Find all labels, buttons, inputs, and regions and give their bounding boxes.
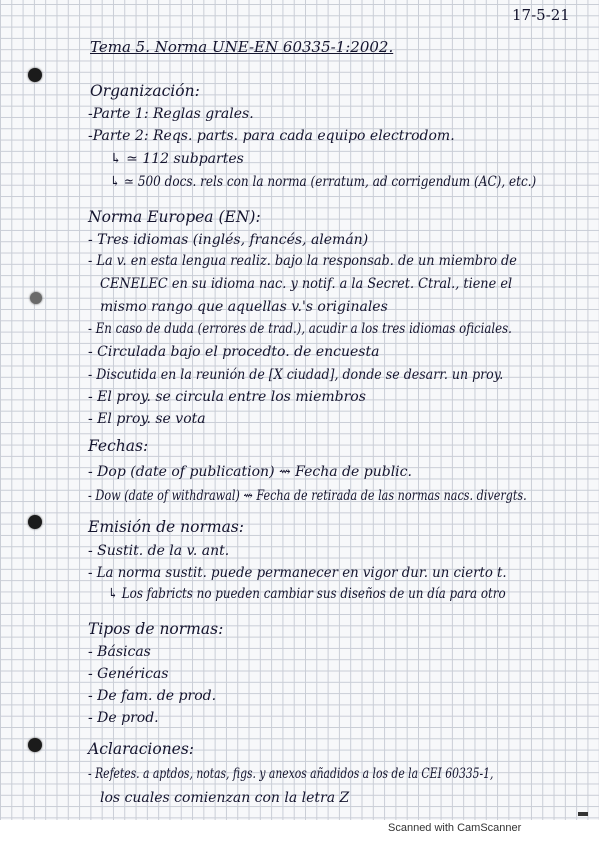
note-line: - La norma sustit. puede permanecer en vigor dur. un cierto t. <box>88 565 507 581</box>
note-line: - Sustit. de la v. ant. <box>88 543 230 559</box>
section-heading-fechas: Fechas: <box>88 437 149 455</box>
note-date: 17-5-21 <box>512 6 570 24</box>
scanner-watermark: Scanned with CamScanner <box>388 822 522 834</box>
note-line: - Dop (date of publication) ⇝ Fecha de public. <box>88 464 412 480</box>
note-line: -Parte 2: Reqs. parts. para cada equipo electrodom. <box>88 128 455 144</box>
note-line: - Básicas <box>88 644 151 660</box>
note-line: ↳ ≃ 112 subpartes <box>110 151 244 167</box>
section-heading-emision: Emisión de normas: <box>88 518 244 536</box>
binder-hole-icon <box>28 738 42 752</box>
note-line: ↳ Los fabricts no pueden cambiar sus diseños de un día para otro <box>108 586 506 602</box>
section-heading-aclaraciones: Aclaraciones: <box>88 740 195 758</box>
note-line: - Dow (date of withdrawal) ⇝ Fecha de retirada de las normas nacs. divergts. <box>88 488 527 504</box>
note-line: - Refetes. a aptdos, notas, figs. y anexos añadidos a los de la CEI 60335-1, <box>88 766 494 782</box>
note-line: ↳ ≃ 500 docs. rels con la norma (erratum, ad corrigendum (AC), etc.) <box>110 174 537 190</box>
binder-hole-icon <box>28 515 42 529</box>
note-line: - De fam. de prod. <box>88 688 217 704</box>
note-line: - Circulada bajo el procedto. de encuesta <box>88 344 380 360</box>
binder-hole-icon <box>30 292 42 304</box>
page-title: Tema 5. Norma UNE-EN 60335-1:2002. <box>90 38 394 56</box>
note-line: -Parte 1: Reglas grales. <box>88 106 254 122</box>
scan-corner-mark <box>578 812 588 816</box>
note-line: - Tres idiomas (inglés, francés, alemán) <box>88 232 369 248</box>
binder-hole-icon <box>28 68 42 82</box>
note-line: - El proy. se circula entre los miembros <box>88 389 366 405</box>
note-line: - Discutida en la reunión de [X ciudad], donde se desarr. un proy. <box>88 367 504 383</box>
note-line: - Genéricas <box>88 666 169 682</box>
note-line: - De prod. <box>88 710 159 726</box>
section-heading-tipos: Tipos de normas: <box>88 620 224 638</box>
note-line: - En caso de duda (errores de trad.), acudir a los tres idiomas oficiales. <box>88 321 512 337</box>
note-line: - El proy. se vota <box>88 411 206 427</box>
section-heading-norma-europea: Norma Europea (EN): <box>88 208 261 226</box>
note-line: CENELEC en su idioma nac. y notif. a la Secret. Ctral., tiene el <box>100 276 513 292</box>
note-line: los cuales comienzan con la letra Z <box>100 790 350 806</box>
note-line: - La v. en esta lengua realiz. bajo la responsab. de un miembro de <box>88 253 517 269</box>
note-line: mismo rango que aquellas v.'s originales <box>100 299 388 315</box>
section-heading-organizacion: Organización: <box>90 82 200 100</box>
